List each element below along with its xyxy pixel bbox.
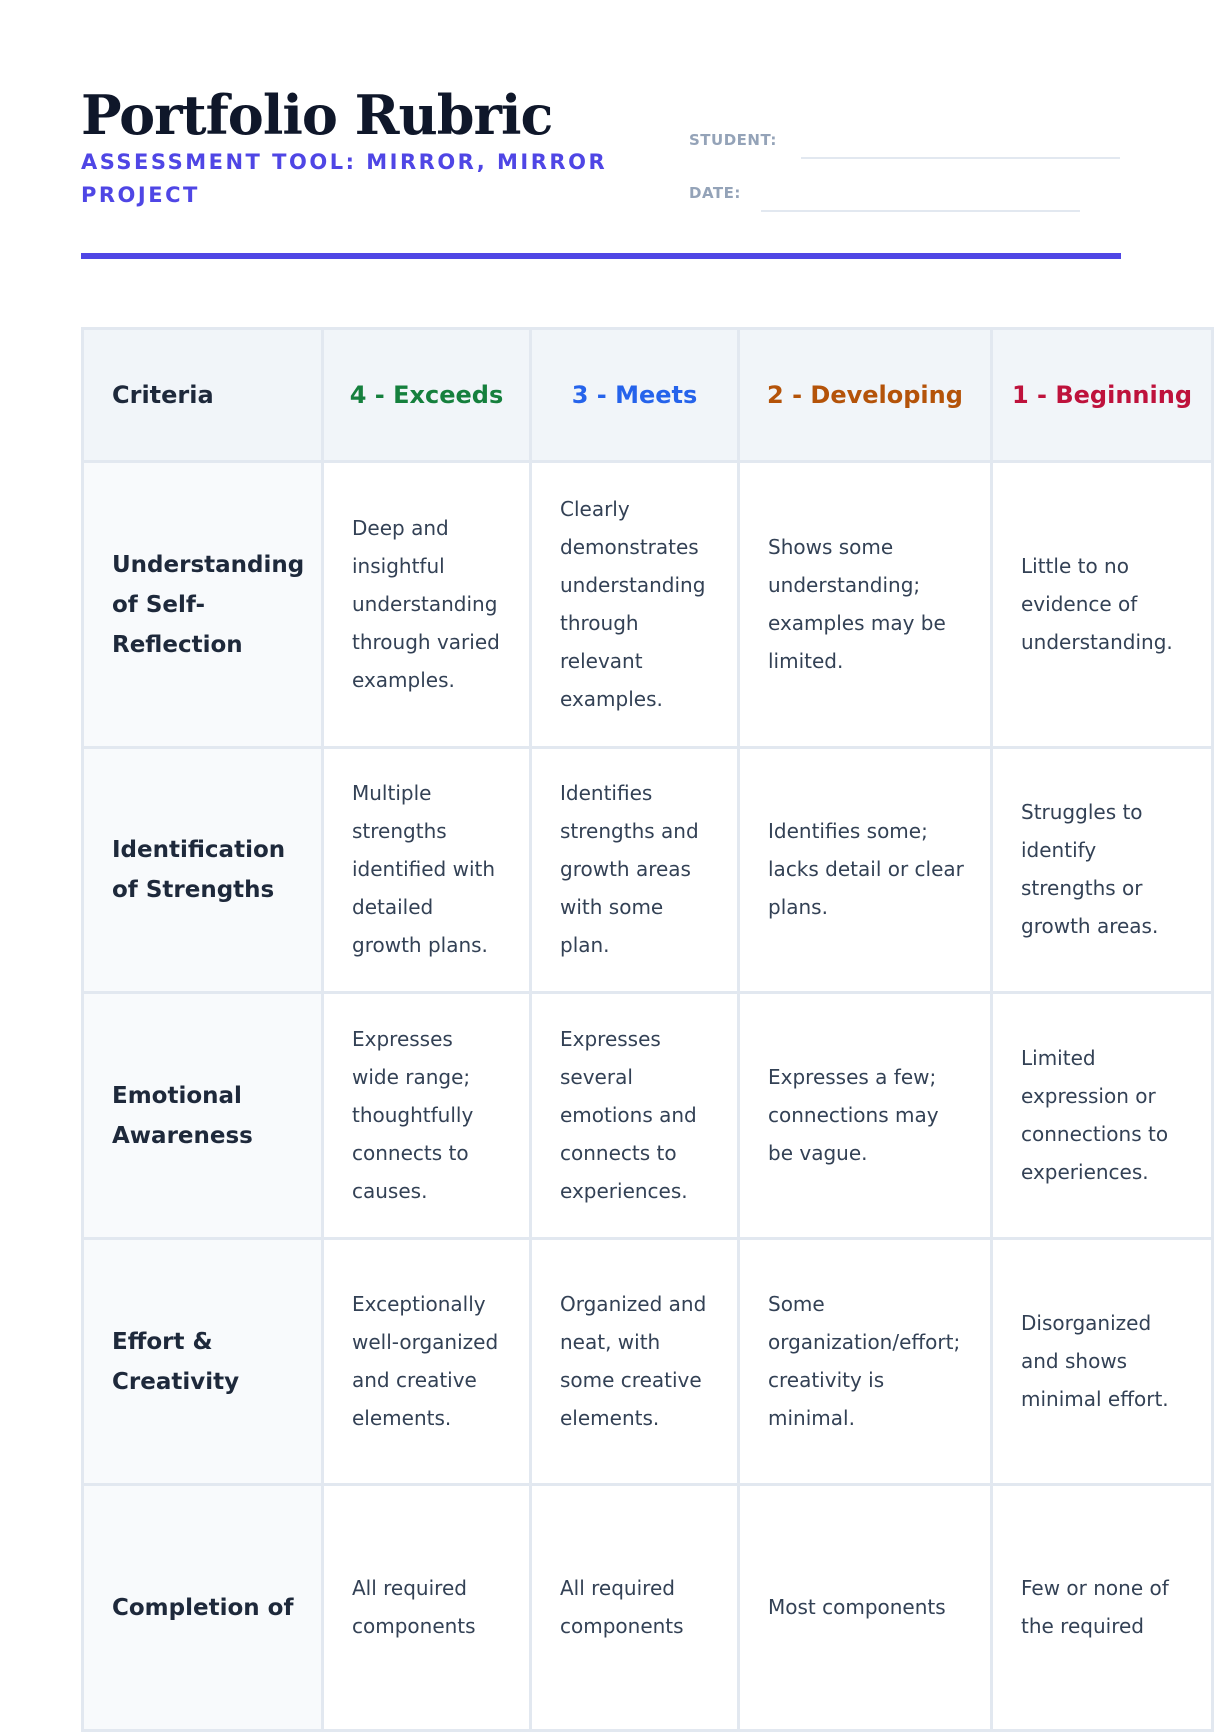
page-subtitle: ASSESSMENT TOOL: MIRROR, MIRROR PROJECT [81,150,608,207]
rubric-cell: All required components [531,1485,739,1731]
criterion-label: Identification of Strengths [83,748,323,993]
rubric-cell: Expresses wide range; thoughtfully connects to causes. [323,993,531,1239]
criterion-label: Understanding of Self-Reflection [83,462,323,748]
rubric-cell: Struggles to identify strengths or growth areas. [992,748,1213,993]
rubric-cell: Expresses a few; connections may be vague. [739,993,992,1239]
date-field[interactable] [761,210,1080,212]
header-row [83,329,1213,462]
rubric-row [83,993,1213,1239]
rubric-cell: Limited expression or connections to experiences. [992,993,1213,1239]
column-header-criteria: Criteria [83,329,323,462]
rubric-cell: Exceptionally well-organized and creative elements. [323,1239,531,1485]
criterion-label: Effort & Creativity [83,1239,323,1485]
rubric-cell: Identifies strengths and growth areas with some plan. [531,748,739,993]
rubric-cell: All required components [323,1485,531,1731]
header-divider [81,253,1121,259]
column-header-exceeds: 4 - Exceeds [323,329,531,462]
criterion-label: Emotional Awareness [83,993,323,1239]
rubric-cell: Little to no evidence of understanding. [992,462,1213,748]
rubric-cell: Multiple strengths identified with detailed growth plans. [323,748,531,993]
rubric-cell: Identifies some; lacks detail or clear plans. [739,748,992,993]
rubric-cell: Few or none of the required [992,1485,1213,1731]
rubric-cell: Deep and insightful understanding through varied examples. [323,462,531,748]
rubric-cell: Disorganized and shows minimal effort. [992,1239,1213,1485]
student-label: STUDENT: [689,131,777,149]
column-header-developing: 2 - Developing [739,329,992,462]
rubric-cell: Shows some understanding; examples may be limited. [739,462,992,748]
date-label: DATE: [689,184,741,202]
rubric-cell: Some organization/effort; creativity is minimal. [739,1239,992,1485]
column-header-beginning: 1 - Beginning [992,329,1213,462]
rubric-row [83,462,1213,748]
rubric-cell: Expresses several emotions and connects to experiences. [531,993,739,1239]
rubric-row [83,748,1213,993]
column-header-meets: 3 - Meets [531,329,739,462]
rubric-table [81,327,1214,1732]
rubric-row [83,1239,1213,1485]
rubric-row [83,1485,1213,1731]
rubric-cell: Clearly demonstrates understanding through relevant examples. [531,462,739,748]
rubric-cell: Most components [739,1485,992,1731]
criterion-label: Completion of [83,1485,323,1731]
student-field[interactable] [801,157,1120,159]
rubric-cell: Organized and neat, with some creative elements. [531,1239,739,1485]
page-title: Portfolio Rubric [81,83,553,147]
